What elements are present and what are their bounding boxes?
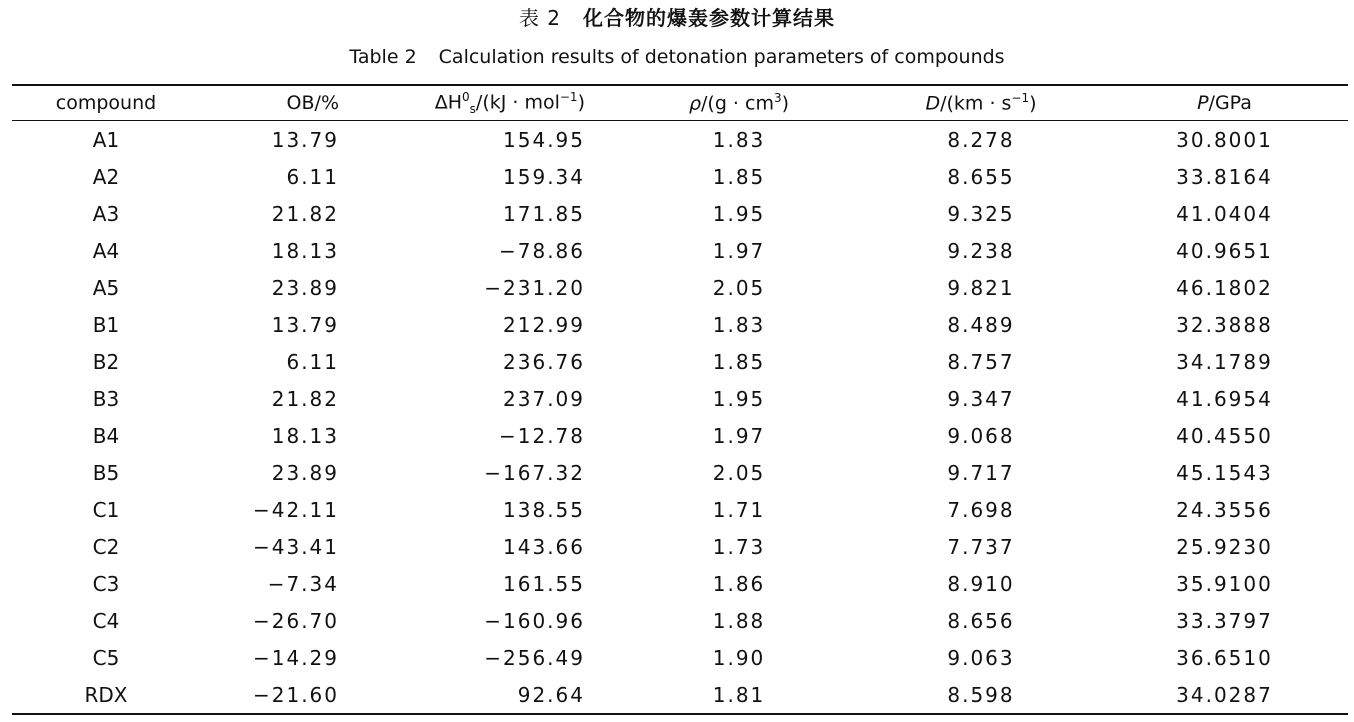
table-header-row <box>12 86 1348 120</box>
detonation-parameters-table <box>12 86 1348 713</box>
table-row: C2 −43.41 143.66 1.73 7.737 25.9230 <box>92 534 1273 559</box>
table-title-en: Calculation results of detonation parameters of compounds <box>438 46 1005 68</box>
table-bottom-rule <box>12 713 1348 715</box>
table-row: B4 18.13 −12.78 1.97 9.068 40.4550 <box>92 423 1273 448</box>
header-detonation-velocity: $D/(km \cdot s^{-1})$ <box>925 91 1037 115</box>
table-caption-cn <box>0 4 1354 32</box>
header-density: $\rho/(g \cdot cm^3)$ <box>688 91 790 115</box>
table-row: A4 18.13 −78.86 1.97 9.238 40.9651 <box>92 238 1273 263</box>
table-row: RDX −21.60 92.64 1.81 8.598 34.0287 <box>84 682 1273 707</box>
table-row: B3 21.82 237.09 1.95 9.347 41.6954 <box>92 386 1273 411</box>
header-oxygen-balance: OB/% <box>286 92 339 114</box>
table-row: A3 21.82 171.85 1.95 9.325 41.0404 <box>92 201 1273 226</box>
table-row: B1 13.79 212.99 1.83 8.489 32.3888 <box>92 312 1273 337</box>
table-row: C5 −14.29 −256.49 1.90 9.063 36.6510 <box>92 645 1273 670</box>
table-row: A1 13.79 154.95 1.83 8.278 30.8001 <box>92 127 1273 152</box>
table-row: C3 −7.34 161.55 1.86 8.910 35.9100 <box>92 571 1273 596</box>
table-number-cn: 表 2 <box>518 6 562 30</box>
table-row: A2 6.11 159.34 1.85 8.655 33.8164 <box>92 164 1273 189</box>
table-row: B5 23.89 −167.32 2.05 9.717 45.1543 <box>92 460 1273 485</box>
table-number-en: Table 2 <box>349 46 417 68</box>
header-heat-of-formation: $\Delta H^0_s/(kJ \cdot mol^{-1})$ <box>434 89 585 117</box>
table-row: B2 6.11 236.76 1.85 8.757 34.1789 <box>92 349 1273 374</box>
table-title-cn: 化合物的爆轰参数计算结果 <box>583 6 836 30</box>
header-detonation-pressure: P/GPa <box>1197 92 1252 114</box>
header-compound: compound <box>55 92 157 114</box>
table-row: C1 −42.11 138.55 1.71 7.698 24.3556 <box>92 497 1273 522</box>
table-caption-en <box>0 43 1354 71</box>
table-row: A5 23.89 −231.20 2.05 9.821 46.1802 <box>92 275 1273 300</box>
table-row: C4 −26.70 −160.96 1.88 8.656 33.3797 <box>92 608 1273 633</box>
